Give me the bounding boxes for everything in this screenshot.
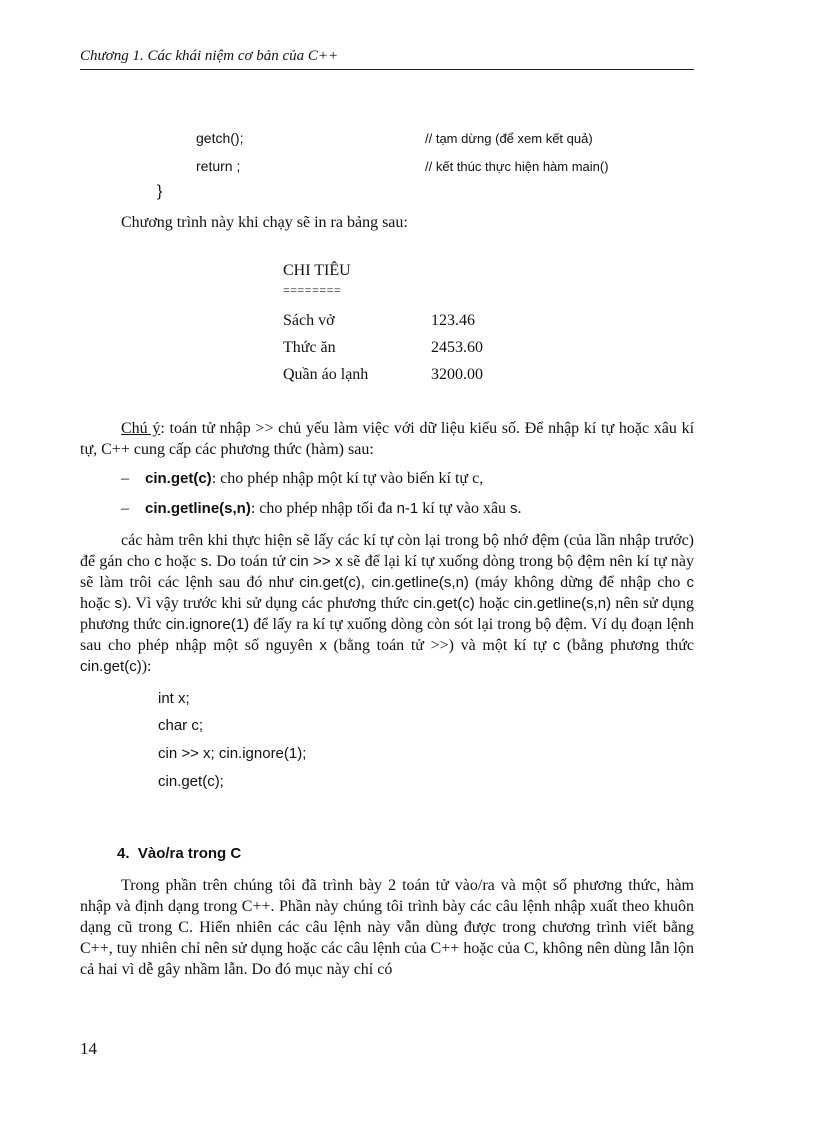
bullet-get xyxy=(121,470,483,488)
para-text: ). Vì vậy trước khi sử dụng các phương thức xyxy=(122,595,414,612)
para-text: hoặc xyxy=(474,595,514,612)
bullet-dash: – xyxy=(121,500,129,517)
table-amount: 123.46 xyxy=(431,312,475,329)
inline-code: cin.getline(s,n) xyxy=(513,595,612,612)
closing-brace: } xyxy=(157,183,163,200)
section-paragraph: Trong phần trên chúng tôi đã trình bày 2 toán tử vào/ra và một số phương thức, hàm nhập và định dạng trong C++. Phần này chúng tôi trình bày các câu lệnh nhập xuất theo khuôn dạng cũ trong C. Hiển nhiên các câu lệnh này vẫn dùng được trong chương trình viết bằng C++, tuy nhiên chỉ nên sử dụng hoặc các câu lệnh của C++ hoặc của C, không nên dùng lẫn lộn cả hai vì dễ gây nhầm lẫn. Do đó mục này chỉ có xyxy=(80,877,694,978)
para-text: (bằng toán tử >>) và một kí tự xyxy=(326,637,553,654)
para-text: (bằng phương thức xyxy=(560,637,695,654)
inline-code: cin.get(c) xyxy=(413,595,475,612)
para-text: (máy không dừng để nhập cho xyxy=(468,574,687,591)
bullet-text: : cho phép nhập một kí tự vào biến kí tự c, xyxy=(211,470,484,487)
code-line-return: return ; xyxy=(196,158,241,174)
inline-code: s xyxy=(200,553,209,570)
inline-code: cin.ignore(1) xyxy=(165,616,250,633)
inline-code: cin.get(c) xyxy=(80,658,142,675)
table-title-underline: ======== xyxy=(283,283,342,297)
inline-code: cin >> x xyxy=(289,553,343,570)
table-amount: 2453.60 xyxy=(431,339,483,356)
header-rule xyxy=(80,69,694,70)
bullet-inline-code: s xyxy=(510,500,518,517)
code-line-getch: getch(); xyxy=(196,130,244,146)
running-head: Chương 1. Các khái niệm cơ bản của C++ xyxy=(80,48,339,64)
code-line: int x; xyxy=(158,690,190,707)
para-text: các hàm trên khi thực hiện sẽ lấy các kí tự còn lại trong bộ nhớ đệm (của lần nhập trước) để gán cho xyxy=(80,532,694,570)
table-title: CHI TIÊU xyxy=(283,262,351,279)
bullet-text: : cho phép nhập tối đa xyxy=(250,500,397,517)
bullet-text: . xyxy=(517,500,522,517)
para-text: nên sử dụng phương thức xyxy=(80,595,695,633)
para-text: để lấy ra kí tự xuống dòng còn sót lại trong bộ đệm. Ví dụ đoạn lệnh sau cho phép nhập một số nguyên xyxy=(80,616,694,654)
inline-code: x xyxy=(319,637,327,654)
code-comment-return: // kết thúc thực hiện hàm main() xyxy=(425,159,609,174)
table-item: Sách vở xyxy=(283,312,335,329)
table-amount: 3200.00 xyxy=(431,366,483,383)
inline-code: c xyxy=(154,553,162,570)
para-text: ): xyxy=(141,658,152,675)
page-number: 14 xyxy=(80,1039,97,1058)
bullet-text: kí tự vào xâu xyxy=(418,500,511,517)
bullet-dash: – xyxy=(121,470,129,487)
table-item: Quần áo lạnh xyxy=(283,366,369,383)
para-text: hoặc xyxy=(80,595,115,612)
note-text: : toán tử nhập >> chủ yếu làm việc với dữ liệu kiểu số. Để nhập kí tự hoặc xâu kí tự, C++ cung cấp các phương thức (hàm) sau: xyxy=(80,420,695,458)
bullet-code: cin.get(c) xyxy=(145,470,212,487)
inline-code: s xyxy=(114,595,122,612)
table-item: Thức ăn xyxy=(283,339,336,356)
explanation-paragraph xyxy=(80,530,694,677)
bullet-code: cin.getline(s,n) xyxy=(145,500,251,517)
inline-code: c xyxy=(686,574,694,591)
para-text: hoặc xyxy=(161,553,201,570)
inline-code: c xyxy=(552,637,561,654)
bullet-inline-code: n-1 xyxy=(396,500,419,517)
code-line: cin >> x; cin.ignore(1); xyxy=(158,745,307,762)
code-line: cin.get(c); xyxy=(158,773,224,790)
note-label: Chú ý xyxy=(121,420,161,437)
inline-code: cin.get(c), cin.getline(s,n) xyxy=(299,574,469,591)
note-paragraph xyxy=(80,418,694,460)
section-heading: 4. Vào/ra trong C xyxy=(117,845,242,862)
code-comment-getch: // tạm dừng (để xem kết quả) xyxy=(425,131,593,146)
para-text: . Do toán tử xyxy=(208,553,290,570)
bullet-getline xyxy=(121,500,522,518)
para-text: sẽ để lại kí tự xuống dòng trong bộ đệm nên kí tự này sẽ làm trôi các lệnh sau đó như xyxy=(80,553,695,591)
intro-line: Chương trình này khi chạy sẽ in ra bảng sau: xyxy=(121,214,408,231)
code-line: char c; xyxy=(158,717,204,734)
